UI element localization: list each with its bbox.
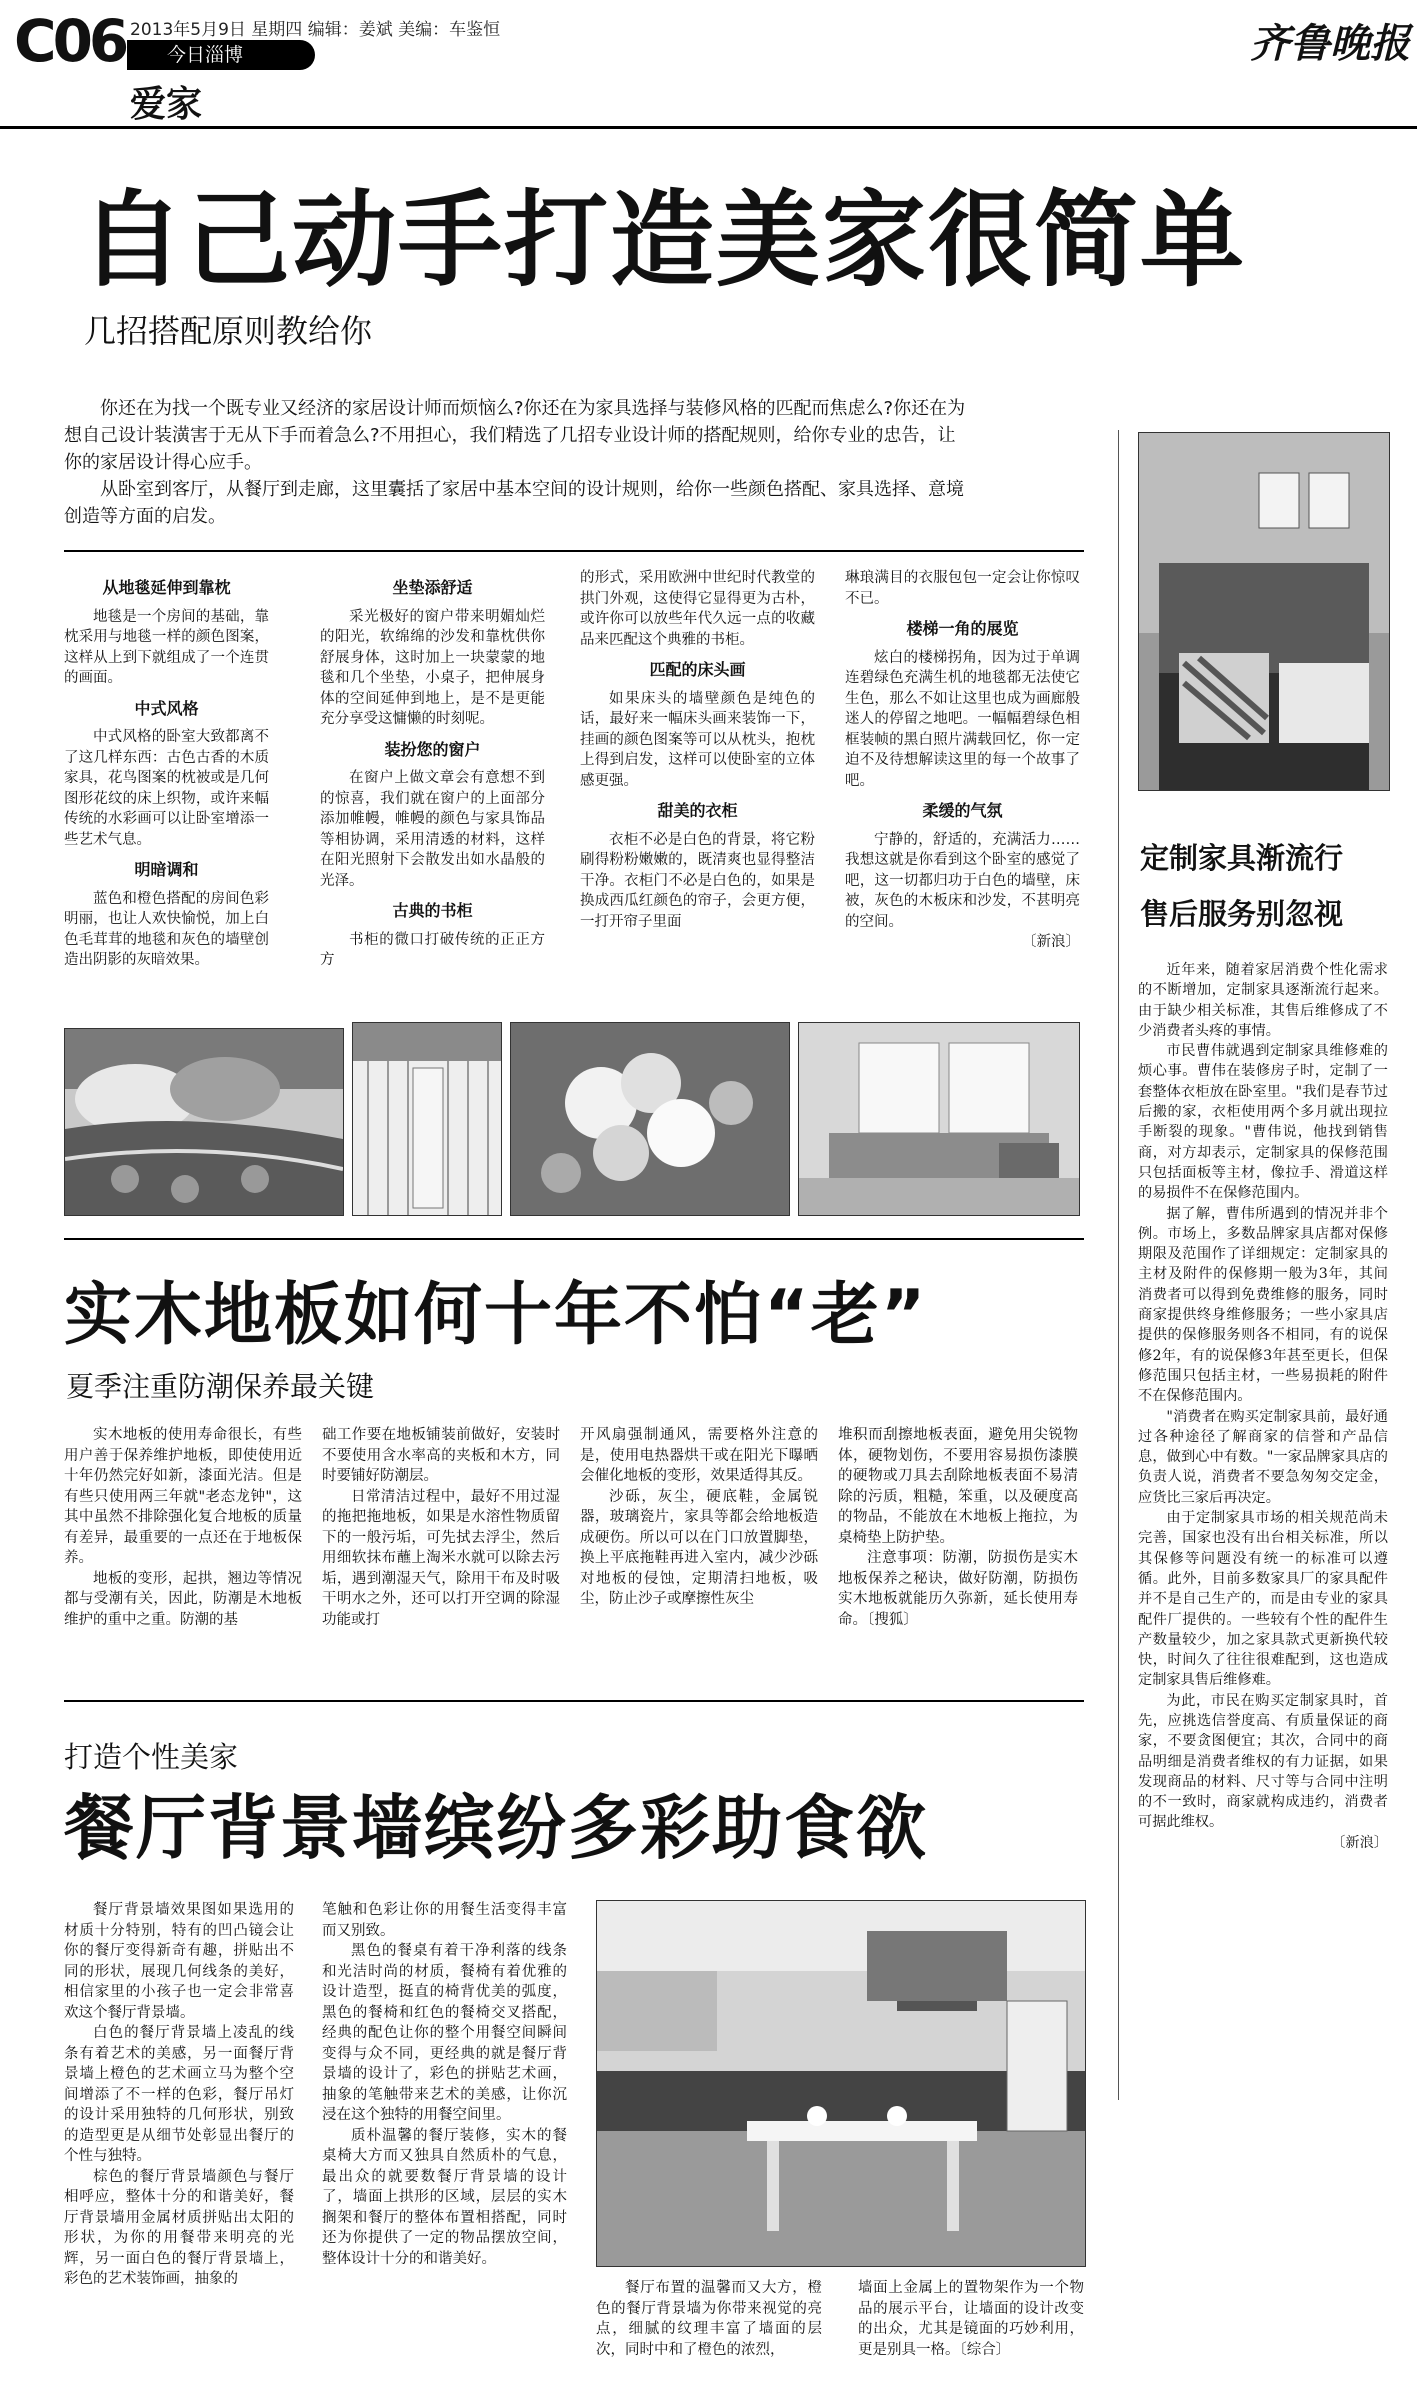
article1-intro [64,395,969,530]
article1-rule [64,550,1084,552]
sidebar-paragraph: 为此，市民在购买定制家具时，首先，应挑选信誉度高、有质量保证的商家，不要贪图便宜；其次，合同中的商品明细是消费者维权的有力证据，如果发现商品的材料、尺寸等与合同中注明的不一致时，商家就构成违约，消费者可据此维权。 [1138,1692,1388,1831]
column-paragraph: 如果床头的墙壁颜色是纯色的话，最好来一幅床头画来装饰一下，挂画的颜色图案等可以从枕头，抱枕上得到启发，这样可以使卧室的立体感更强。 [580,690,815,789]
column-subheading: 明暗调和 [134,860,199,879]
column-subheading: 古典的书柜 [392,901,473,920]
column-paragraph: 采光极好的窗户带来明媚灿烂的阳光，软绵绵的沙发和靠枕供你舒展身体，这时加上一块蒙蒙的地毯和几个坐垫，小桌子，把伸展身体的空间延伸到地上，是不是更能充分享受这慵懒的时刻呢。 [320,608,545,727]
sidebar-paragraph: 由于定制家具市场的相关规范尚未完善，国家也没有出台相关标准，所以其保修等问题没有统一的标准可以遵循。此外，目前多数家具厂的家具配件并不是自己生产的，而是由专业的家具配件厂提供的。一些较有个性的配件生产数量较少，加之家具款式更新换代较快，时间久了往往很难配到，这也造成定制家具售后维修难。 [1138,1510,1388,1689]
column-subheading: 楼梯一角的展览 [906,619,1019,638]
article3-bottom-column [858,2278,1084,2360]
article3-bottom-column [596,2278,822,2360]
kitchen-photo [596,1900,1086,2267]
sidebar-paragraph: "消费者在购买定制家具前，最好通过各种途径了解商家的信誉和产品信息，做到心中有数。"一家品牌家具店的负责人说，消费者不要急匆匆交定金，应货比三家后再决定。 [1138,1408,1388,1506]
column-paragraph: 础工作要在地板铺装前做好，安装时不要使用含水率高的夹板和木方，同时要铺好防潮层。 [322,1427,560,1484]
column-paragraph: 质朴温馨的餐厅装修，实木的餐桌椅大方而又独具自然质朴的气息，最出众的就要数餐厅背景墙的设计了，墙面上拱形的区域，层层的实木搁架和餐厅的整体布置相搭配，同时还为你提供了一定的物品摆放空间，整体设计十分的和谐美好。 [322,2127,567,2267]
column-paragraph: 棕色的餐厅背景墙颜色与餐厅相呼应，整体十分的和谐美好，餐厅背景墙用金属材质拼贴出太阳的形状，为你的用餐带来明亮的光辉，另一面白色的餐厅背景墙上，彩色的艺术装饰画，抽象的 [64,2168,294,2287]
sidebar-title-line: 定制家具渐流行 [1140,841,1344,875]
column-paragraph: 笔触和色彩让你的用餐生活变得丰富而又别致。 [322,1902,567,1939]
article2-bottom-rule [64,1700,1084,1702]
article1-column [64,568,269,971]
bedroom-photo [1138,432,1390,791]
curtain-photo [352,1022,502,1216]
article3-kicker: 打造个性美家 [64,1740,239,1774]
column-subheading: 中式风格 [134,698,199,718]
column-paragraph: 炫白的楼梯拐角，因为过于单调连碧绿色充满生机的地毯都无法使它生色，那么不如让这里也成为画廊般迷人的停留之地吧。一幅幅碧绿色相框装帧的黑白照片满载回忆，你一定迫不及待想解读这里的每一个故事了吧。 [845,649,1080,789]
article1-column [320,568,545,971]
article3-bottom-paragraph: 餐厅布置的温馨而又大方，橙色的餐厅背景墙为你带来视觉的亮点，细腻的纹理丰富了墙面的层次，同时中和了橙色的浓烈， [596,2280,822,2358]
column-name: 爱家 [130,84,203,125]
bedding-photo [64,1028,344,1216]
column-paragraph: 的形式，采用欧洲中世纪时代教堂的拱门外观，这使得它显得更为古朴，或许你可以放些年代久远一点的收藏品来匹配这个典雅的书柜。 [580,570,815,648]
article2-column [838,1425,1078,1630]
intro-paragraph: 从卧室到客厅，从餐厅到走廊，这里囊括了家居中基本空间的设计规则，给你一些颜色搭配、家具选择、意境创造等方面的启发。 [64,479,964,527]
article1-bottom-rule [64,1238,1084,1240]
article1-subtitle: 几招搭配原则教给你 [84,312,373,350]
column-paragraph: 沙砾，灰尘，硬底鞋，金属锐器，玻璃瓷片，家具等都会给地板造成硬伤。所以可以在门口放置脚垫，换上平底拖鞋再进入室内，减少沙砾对地板的侵蚀，定期清扫地板，吸尘，防止沙子或摩擦性灰尘 [580,1488,818,1607]
flowers-photo [510,1022,790,1216]
livingroom-photo [798,1022,1080,1216]
column-subheading: 甜美的衣柜 [657,801,738,820]
column-paragraph: 注意事项：防潮，防损伤是实木地板保养之秘诀，做好防潮，防损伤实木地板就能历久弥新，延长使用寿命。〔搜狐〕 [838,1550,1078,1628]
page-meta: 2013年5月9日 星期四 编辑：姜斌 美编：车鉴恒 [130,20,501,40]
article2-column [64,1425,302,1630]
column-paragraph: 实木地板的使用寿命很长，有些用户善于保养维护地板，即使使用近十年仍然完好如新，漆面光洁。但是有些只使用两三年就"老态龙钟"，这其中虽然不排除强化复合地板的质量有差异，最重要的一点还在于地板保养。 [64,1427,302,1566]
column-subheading: 柔缓的气氛 [922,801,1003,820]
column-paragraph: 白色的餐厅背景墙上凌乱的线条有着艺术的美感，另一面餐厅背景墙上橙色的艺术画立马为整个空间增添了不一样的色彩，餐厅吊灯的设计采用独特的几何形状，别致的造型更是从细节处彰显出餐厅的个性与独特。 [64,2025,294,2164]
column-paragraph: 日常清洁过程中，最好不用过湿的拖把拖地板，如果是水溶性物质留下的一般污垢，可先拭去浮尘，然后用细软抹布蘸上淘米水就可以除去污垢，遇到潮湿天气，除用干布及时吸干明水之外，还可以打开空调的除湿功能或打 [322,1488,560,1628]
column-paragraph: 琳琅满目的衣服包包一定会让你惊叹不已。 [845,570,1080,607]
sidebar-paragraph: 近年来，随着家居消费个性化需求的不断增加，定制家具逐渐流行起来。由于缺少相关标准，其售后维修成了不少消费者头疼的事情。 [1138,962,1388,1039]
column-paragraph: 中式风格的卧室大致都离不了这几样东西：古色古香的木质家具，花鸟图案的枕被或是几何图形花纹的床上织物，或许来幅传统的水彩画可以让卧室增添一些艺术气息。 [64,729,269,848]
section-label: 今日淄博 [127,40,315,70]
column-paragraph: 开风扇强制通风，需要格外注意的是，使用电热器烘干或在阳光下曝晒会催化地板的变形，效果适得其反。 [580,1427,818,1484]
intro-paragraph: 你还在为找一个既专业又经济的家居设计师而烦恼么?你还在为家具选择与装修风格的匹配而焦虑么?你还在为想自己设计装潢害于无从下手而着急么?不用担心，我们精选了几招专业设计师的搭配规则，给你专业的忠告，让你的家居设计得心应手。 [64,398,966,473]
column-paragraph: 衣柜不必是白色的背景，将它粉刷得粉粉嫩嫩的，既清爽也显得整洁干净。衣柜门不必是白色的，如果是换成西瓜红颜色的帘子，会更方便，一打开帘子里面 [580,831,815,930]
sidebar-divider [1118,430,1119,2100]
sidebar-paragraph: 市民曹伟就遇到定制家具维修难的烦心事。曹伟在装修房子时，定制了一套整体衣柜放在卧室里。"我们是春节过后搬的家，衣柜使用两个多月就出现拉手断裂的现象。"曹伟说，他找到销售商，对方却表示，定制家具的保修范围只包括面板等主材，像拉手、滑道这样的易损件不在保修范围内。 [1138,1043,1388,1202]
column-subheading: 坐垫添舒适 [392,578,473,597]
column-paragraph: 地板的变形，起拱，翘边等情况都与受潮有关，因此，防潮是木地板维护的重中之重。防潮的基 [64,1570,302,1628]
article1-column [580,568,815,932]
article3-bottom-paragraph: 墙面上金属上的置物架作为一个物品的展示平台，让墙面的设计改变的出众，尤其是镜面的巧妙利用，更是别具一格。〔综合〕 [858,2280,1084,2358]
column-paragraph: 宁静的，舒适的，充满活力……我想这就是你看到这个卧室的感觉了吧，这一切都归功于白色的墙壁，床被，灰色的木板床和沙发，不甚明亮的空间。 [845,831,1080,930]
column-paragraph: 在窗户上做文章会有意想不到的惊喜，我们就在窗户的上面部分添加帷幔，帷幔的颜色与家具饰品等相协调，采用清透的材料，这样在阳光照射下会散发出如水晶般的光泽。 [320,770,545,889]
column-paragraph: 餐厅背景墙效果图如果选用的材质十分特别，特有的凹凸镜会让你的餐厅变得新奇有趣，拼贴出不同的形状，展现几何线条的美好，相信家里的小孩子也一定会非常喜欢这个餐厅背景墙。 [64,1902,294,2021]
column-paragraph: 蓝色和橙色搭配的房间色彩明丽，也让人欢快愉悦，加上白色毛茸茸的地毯和灰色的墙壁创造出阴影的灰暗效果。 [64,890,269,968]
article3-column [64,1900,294,2290]
source-credit: 〔新浪〕 [1331,1834,1388,1851]
article2-title: 实木地板如何十年不怕“老” [64,1276,928,1355]
article1-title: 自己动手打造美家很简单 [80,179,1247,301]
column-paragraph: 书柜的微口打破传统的正正方方 [320,931,545,968]
page-number: C06 [14,7,126,75]
column-paragraph: 堆积而刮擦地板表面，避免用尖锐物体，硬物划伤，不要用容易损伤漆膜的硬物或刀具去刮除地板表面不易清除的污质，粗糙，笨重，以及硬度高的物品，不能放在木地板上拖拉，为桌椅垫上防护垫。 [838,1427,1078,1546]
column-paragraph: 黑色的餐桌有着干净利落的线条和光洁时尚的材质，餐椅有着优雅的设计造型，挺直的椅背优美的弧度，黑色的餐椅和红色的餐椅交叉搭配，经典的配色让你的整个用餐空间瞬间变得与众不同，更经典的就是餐厅背景墙的设计了，彩色的拼贴艺术画，抽象的笔触带来艺术的美感，让你沉浸在这个独特的用餐空间里。 [322,1943,567,2123]
article2-column [322,1425,560,1630]
sidebar-body [1138,960,1388,1853]
article3-title: 餐厅背景墙缤纷多彩助食欲 [64,1787,928,1869]
column-subheading: 装扮您的窗户 [384,739,481,759]
sidebar-title-line: 售后服务别忽视 [1140,897,1344,931]
article1-column [845,568,1080,953]
column-subheading: 从地毯延伸到靠枕 [102,578,231,597]
header-rule [0,126,1417,129]
sidebar-paragraph: 据了解，曹伟所遇到的情况并非个例。市场上，多数品牌家具店都对保修期限及范围作了详细规定：定制家具的主材及附件的保修期一般为3年，其间消费者可以得到免费维修的服务，同时商家提供终身维修服务；一些小家具店提供的保修服务则各不相同，有的说保修2年，有的说保修3年甚至更长，但保修范围只包括主材，一些易损耗的附件不在保修范围内。 [1138,1205,1388,1405]
article3-column [322,1900,567,2269]
article2-subtitle: 夏季注重防潮保养最关键 [66,1370,375,1403]
sidebar-title [1140,830,1343,942]
article2-column [580,1425,818,1610]
column-subheading: 匹配的床头画 [649,660,746,679]
column-paragraph: 地毯是一个房间的基础，靠枕采用与地毯一样的颜色图案，这样从上到下就组成了一个连贯的画面。 [64,608,269,686]
source-credit: 〔新浪〕 [1022,934,1080,950]
newspaper-logo: 齐鲁晚报 [1250,21,1410,67]
